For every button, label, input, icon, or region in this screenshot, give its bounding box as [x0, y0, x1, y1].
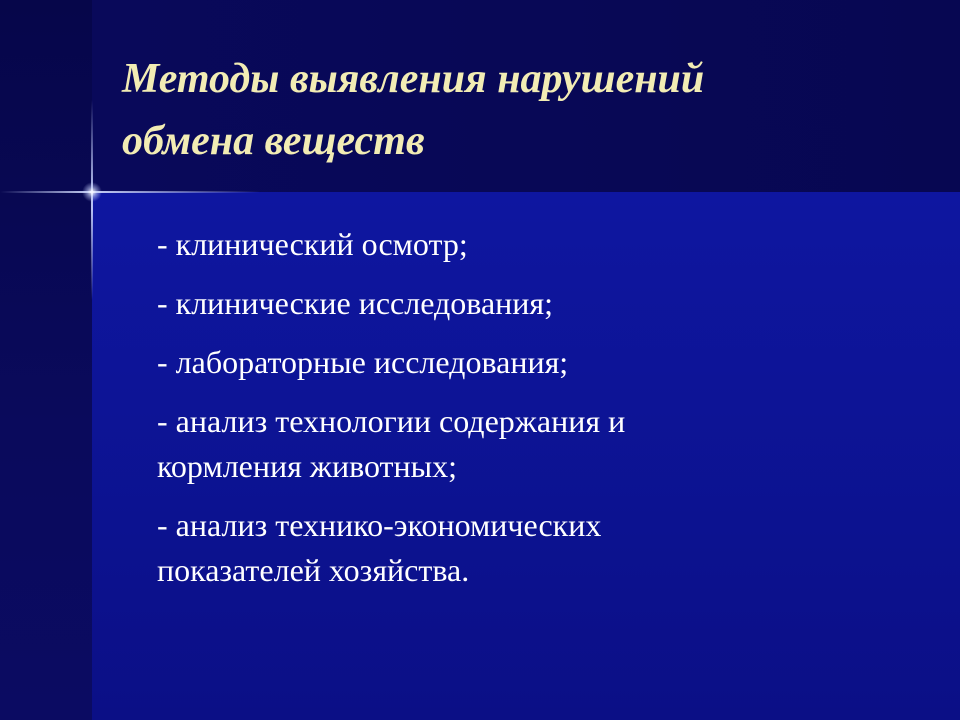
background-left-panel — [0, 0, 92, 720]
slide-title — [122, 48, 922, 172]
list-item-text: кормления животных; — [157, 448, 458, 484]
sparkle-icon — [82, 182, 102, 202]
bullet-list — [157, 222, 917, 607]
decorative-horizontal-line — [0, 191, 260, 193]
list-item — [157, 503, 917, 593]
list-item — [157, 222, 917, 267]
slide-title-line: Методы выявления нарушений — [122, 56, 705, 102]
list-item-text: - клинические исследования; — [157, 285, 554, 321]
list-item-text: - клинический осмотр; — [157, 226, 468, 262]
list-item — [157, 281, 917, 326]
list-item — [157, 399, 917, 489]
slide-title-line: обмена веществ — [122, 118, 425, 164]
list-item — [157, 340, 917, 385]
list-item-text: - лабораторные исследования; — [157, 344, 569, 380]
list-item-text: - анализ технико-экономических — [157, 507, 602, 543]
list-item-text: показателей хозяйства. — [157, 552, 470, 588]
list-item-text: - анализ технологии содержания и — [157, 403, 626, 439]
